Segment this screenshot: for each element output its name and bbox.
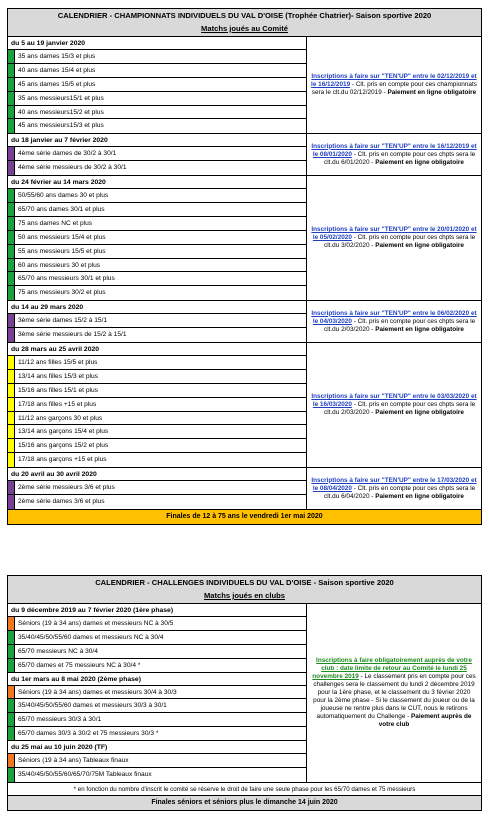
category-row	[8, 231, 306, 245]
category-color-swatch	[8, 645, 15, 658]
date-heading: du 24 février au 14 mars 2020	[8, 176, 306, 189]
category-color-swatch	[8, 412, 15, 425]
category-row	[8, 50, 306, 64]
registration-info	[307, 134, 481, 175]
category-row	[8, 356, 306, 370]
registration-text: - Clt. pris en compte pour ces chpts sera le clt.du 6/01/2020 -	[324, 150, 476, 166]
category-color-swatch	[8, 217, 15, 230]
registration-link[interactable]: Inscriptions à faire sur "TEN'UP" entre le 02/12/2019 et le 16/12/2019	[311, 73, 477, 89]
challenge-category-row	[8, 659, 306, 673]
registration-link[interactable]: Inscriptions à faire sur "TEN'UP" entre le 17/03/2020 et le 08/04/2020	[311, 476, 477, 492]
challenge-category-label: Séniors (19 à 34 ans) dames et messieurs NC à 30/5	[18, 620, 174, 627]
challenge-info-payment: Paiement auprès de votre club	[378, 712, 472, 728]
category-row	[8, 439, 306, 453]
challenge-info-text: - Le classement pris en compte pour ces challenges sera le classement du lundi 2 décembre 2019 pour la 1ère phase, et le classement du 3 février 2020 pour la 2ème phase - Si le classement du joueur ou de la joueuse ne rentre plus dans le CUT, nous le retirons automatiquement du Challenge -	[313, 672, 476, 720]
category-color-swatch	[8, 161, 15, 175]
challenge-category-label: 65/70 messieurs 30/3 à 30/1	[18, 716, 102, 724]
challenge-category-row	[8, 713, 306, 727]
date-block	[8, 176, 481, 301]
registration-link[interactable]: Inscriptions à faire sur "TEN'UP" entre le 03/03/2020 et le 16/03/2020	[311, 393, 477, 409]
category-color-swatch	[8, 92, 15, 105]
category-label: 50/55/60 ans dames 30 et plus	[18, 192, 109, 200]
category-color-swatch	[8, 453, 15, 467]
category-color-swatch	[8, 259, 15, 272]
category-label: 15/16 ans garçons 15/2 et plus	[18, 442, 109, 450]
date-heading: du 20 avril au 30 avril 2020	[8, 468, 306, 481]
category-row	[8, 425, 306, 439]
category-row	[8, 259, 306, 273]
category-row	[8, 64, 306, 78]
category-label: 3ème série dames 15/2 à 15/1	[18, 317, 108, 325]
category-row	[8, 398, 306, 412]
registration-info	[307, 37, 481, 133]
date-heading: du 18 janvier au 7 février 2020	[8, 134, 306, 147]
challenge-footnote: * en fonction du nombre d'inscrit le comité se réserve le droit de faire une seule phase pour les 65/70 dames et 75 messieurs	[8, 783, 481, 796]
challenge-info-link[interactable]: Inscriptions à faire obligatoirement auprès de votre club : date limite de retour au Comité le lundi 25 novembre 2019	[312, 656, 472, 680]
registration-text: - Clt. pris en compte pour ces chpts sera le clt.du 6/04/2020 -	[324, 484, 476, 500]
category-row	[8, 384, 306, 398]
date-block-left	[8, 301, 307, 342]
registration-text: - Clt. pris en compte pour ces championnats sera le clt.du 02/12/2019 -	[311, 81, 477, 97]
category-label: 17/18 ans garçons +15 et plus	[18, 456, 107, 464]
category-row	[8, 328, 306, 342]
category-label: 17/18 ans filles +15 et plus	[18, 400, 97, 408]
championship-subtitle: Matchs joués au Comité	[201, 24, 288, 33]
category-color-swatch	[8, 286, 15, 300]
phase-heading: du 25 mai au 10 juin 2020 (TF)	[8, 741, 306, 754]
category-color-swatch	[8, 631, 15, 644]
date-block-left	[8, 134, 307, 175]
category-color-swatch	[8, 659, 15, 672]
category-color-swatch	[8, 106, 15, 119]
category-row	[8, 272, 306, 286]
date-block	[8, 468, 481, 510]
challenge-category-row	[8, 768, 306, 782]
category-label: 11/12 ans garçons 30 et plus	[18, 414, 103, 422]
date-block-left	[8, 37, 307, 133]
category-color-swatch	[8, 425, 15, 438]
registration-payment: Paiement en ligne obligatoire	[375, 242, 464, 250]
date-block	[8, 301, 481, 343]
category-label: 35 ans dames 15/3 et plus	[18, 53, 96, 60]
category-label: 4ème série dames de 30/2 à 30/1	[18, 150, 117, 158]
category-label: 2ème série dames 3/6 et plus	[18, 498, 105, 506]
category-row	[8, 203, 306, 217]
championship-finals: Finales de 12 à 75 ans le vendredi 1er mai 2020	[8, 510, 481, 524]
challenge-category-label: 65/70 messieurs NC à 30/4	[18, 647, 98, 655]
category-label: 13/14 ans filles 15/3 et plus	[18, 372, 98, 380]
championship-header	[8, 9, 481, 37]
challenge-category-label: 35/40/45/50/55/60 dames et messieurs NC à 30/4	[18, 633, 164, 641]
category-row	[8, 453, 306, 467]
challenge-subtitle: Matchs joués en clubs	[203, 591, 286, 600]
registration-info	[307, 176, 481, 300]
category-label: 65/70 ans messieurs 30/1 et plus	[18, 275, 115, 283]
challenge-category-row	[8, 686, 306, 700]
registration-payment: Paiement en ligne obligatoire	[375, 492, 464, 500]
challenge-category-row	[8, 645, 306, 659]
category-label: 40 ans messieurs15/2 et plus	[18, 108, 104, 116]
category-row	[8, 370, 306, 384]
category-row	[8, 314, 306, 328]
category-label: 45 ans dames 15/5 et plus	[18, 80, 96, 88]
registration-link[interactable]: Inscriptions à faire sur "TEN'UP" entre le 16/12/2019 et le 08/01/2020	[311, 142, 477, 158]
category-color-swatch	[8, 439, 15, 452]
category-label: 75 ans dames NC et plus	[18, 219, 93, 227]
category-label: 2ème série messieurs 3/6 et plus	[18, 484, 115, 492]
championship-blocks	[8, 37, 481, 510]
challenge-category-row	[8, 699, 306, 713]
registration-payment: Paiement en ligne obligatoire	[375, 158, 464, 166]
registration-info	[307, 468, 481, 509]
category-color-swatch	[8, 768, 15, 782]
challenge-category-label: Séniors (19 à 34 ans) Tableaux finaux	[18, 757, 129, 765]
category-color-swatch	[8, 713, 15, 726]
category-color-swatch	[8, 727, 15, 740]
challenge-category-row	[8, 631, 306, 645]
category-color-swatch	[8, 272, 15, 285]
category-color-swatch	[8, 495, 15, 509]
registration-payment: Paiement en ligne obligatoire	[375, 325, 464, 333]
date-heading: du 14 au 29 mars 2020	[8, 301, 306, 314]
category-row	[8, 286, 306, 300]
date-heading: du 28 mars au 25 avril 2020	[8, 343, 306, 356]
category-color-swatch	[8, 119, 15, 133]
date-block-left	[8, 176, 307, 300]
category-label: 60 ans messieurs 30 et plus	[18, 261, 101, 269]
championship-title: CALENDRIER - CHAMPIONNATS INDIVIDUELS DU VAL D'OISE (Trophée Chatrier)- Saison sportive 2020	[57, 11, 432, 20]
category-label: 13/14 ans garçons 15/4 et plus	[18, 428, 109, 436]
category-color-swatch	[8, 50, 15, 63]
registration-payment: Paiement en ligne obligatoire	[387, 89, 477, 97]
category-color-swatch	[8, 231, 15, 244]
category-row	[8, 119, 306, 133]
category-row	[8, 495, 306, 509]
category-label: 55 ans messieurs 15/5 et plus	[18, 247, 106, 255]
registration-link[interactable]: Inscriptions à faire sur "TEN'UP" entre le 06/02/2020 et le 04/03/2020	[311, 309, 477, 325]
category-label: 15/16 ans filles 15/1 et plus	[18, 386, 98, 394]
date-block	[8, 343, 481, 468]
challenge-calendar-table	[7, 575, 482, 811]
category-color-swatch	[8, 686, 15, 699]
registration-text: - Clt. pris en compte pour ces chpts sera le clt.du 3/02/2020 -	[324, 234, 476, 250]
date-block	[8, 134, 481, 176]
challenge-category-label: Séniors (19 à 34 ans) dames et messieurs 30/4 à 30/3	[18, 688, 177, 696]
category-color-swatch	[8, 147, 15, 160]
category-color-swatch	[8, 203, 15, 216]
category-label: 3ème série messieurs de 15/2 à 15/1	[18, 331, 127, 339]
registration-info	[307, 343, 481, 467]
date-block-left	[8, 468, 307, 509]
registration-payment: Paiement en ligne obligatoire	[375, 409, 464, 417]
category-label: 40 ans dames 15/4 et plus	[18, 66, 96, 74]
category-label: 11/12 ans filles 15/5 et plus	[18, 359, 98, 367]
category-color-swatch	[8, 245, 15, 258]
category-color-swatch	[8, 617, 15, 630]
category-color-swatch	[8, 384, 15, 397]
registration-text: - Clt. pris en compte pour ces chpts sera le clt.du 2/03/2020 -	[324, 317, 476, 333]
date-block-left	[8, 343, 307, 467]
challenge-category-label: 65/70 dames et 75 messieurs NC à 30/4 *	[18, 661, 141, 669]
challenge-category-label: 35/40/45/50/55/60/65/70/75M Tableaux finaux	[18, 771, 152, 779]
category-color-swatch	[8, 356, 15, 369]
category-color-swatch	[8, 189, 15, 202]
challenge-category-label: 65/70 dames 30/3 à 30/2 et 75 messieurs 30/3 *	[18, 730, 159, 738]
challenge-category-row	[8, 727, 306, 741]
category-row	[8, 217, 306, 231]
challenge-category-label: 35/40/45/50/55/60 dames et messieurs 30/3 à 30/1	[18, 702, 167, 710]
category-color-swatch	[8, 481, 15, 494]
category-row	[8, 245, 306, 259]
challenge-title: CALENDRIER - CHALLENGES INDIVIDUELS DU VAL D'OISE - Saison sportive 2020	[95, 578, 394, 587]
phase-heading: du 1er mars au 8 mai 2020 (2ème phase)	[8, 673, 306, 686]
category-row	[8, 106, 306, 120]
category-color-swatch	[8, 754, 15, 767]
category-label: 35 ans messieurs15/1 et plus	[18, 94, 104, 102]
category-color-swatch	[8, 370, 15, 383]
category-row	[8, 189, 306, 203]
category-label: 50 ans messieurs 15/4 et plus	[18, 233, 106, 241]
category-label: 75 ans messieurs 30/2 et plus	[18, 289, 106, 297]
category-row	[8, 147, 306, 161]
challenge-groups	[8, 604, 307, 782]
date-block	[8, 37, 481, 134]
date-heading: du 5 au 19 janvier 2020	[8, 37, 306, 50]
category-row	[8, 481, 306, 495]
challenge-category-row	[8, 754, 306, 768]
category-label: 4ème série messieurs de 30/2 à 30/1	[18, 164, 127, 172]
category-row	[8, 92, 306, 106]
challenge-info	[307, 604, 481, 782]
category-label: 45 ans messieurs15/3 et plus	[18, 122, 104, 130]
category-row	[8, 412, 306, 426]
category-color-swatch	[8, 328, 15, 342]
category-color-swatch	[8, 64, 15, 77]
registration-info	[307, 301, 481, 342]
category-label: 65/70 ans dames 30/1 et plus	[18, 206, 105, 214]
category-row	[8, 161, 306, 175]
challenge-header	[8, 576, 481, 604]
phase-heading: du 9 décembre 2019 au 7 février 2020 (1ère phase)	[8, 604, 306, 617]
registration-link[interactable]: Inscriptions à faire sur "TEN'UP" entre le 20/01/2020 et le 05/02/2020	[311, 226, 477, 242]
category-color-swatch	[8, 314, 15, 327]
challenge-finals: Finales séniors et séniors plus le dimanche 14 juin 2020	[8, 796, 481, 810]
challenge-category-row	[8, 617, 306, 631]
category-color-swatch	[8, 78, 15, 91]
category-color-swatch	[8, 398, 15, 411]
category-row	[8, 78, 306, 92]
registration-text: - Clt. pris en compte pour ces chpts sera le clt.du 2/03/2020 -	[324, 401, 476, 417]
championship-calendar-table	[7, 8, 482, 525]
challenge-block	[8, 604, 481, 783]
category-color-swatch	[8, 699, 15, 712]
